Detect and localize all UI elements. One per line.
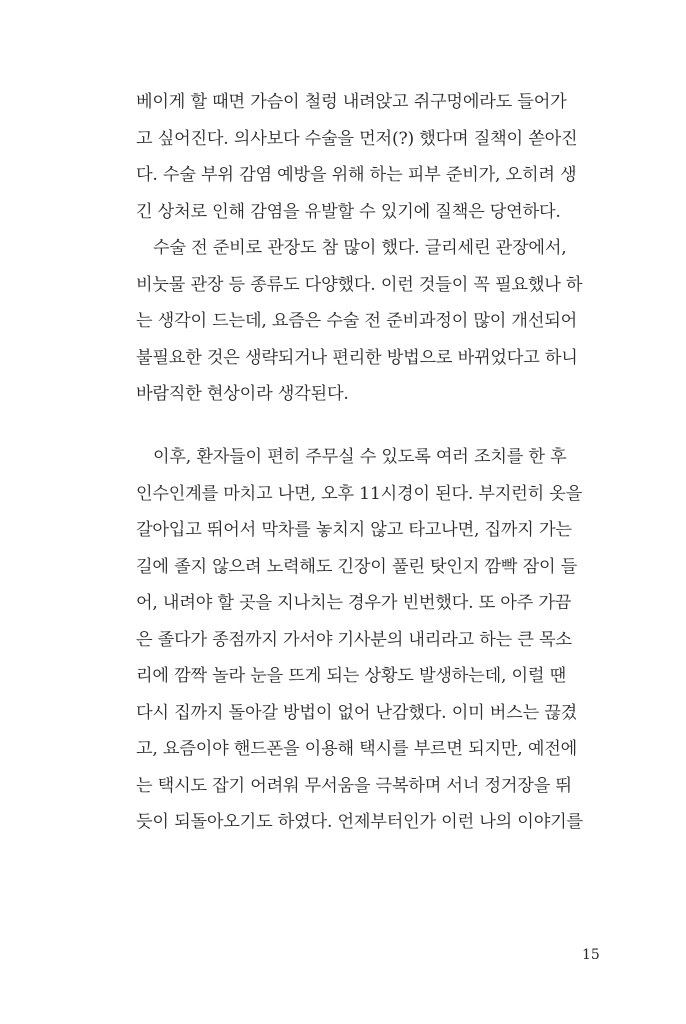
text-line: 는 택시도 잡기 어려워 무서움을 극복하며 서너 정거장을 뛰 [136,775,572,796]
text-line: 베이게 할 때면 가슴이 철렁 내려앉고 쥐구멍에라도 들어가 [136,92,567,112]
paragraph-2 [136,230,583,413]
text-line: 길에 졸지 않으려 노력해도 긴장이 풀린 탓인지 깜빡 잠이 들 [136,556,578,577]
paragraph-3 [136,439,583,841]
text-line: 이후, 환자들이 편히 주무실 수 있도록 여러 조치를 한 후 [153,447,567,467]
text-line: 갈아입고 뛰어서 막차를 놓치지 않고 타고나면, 집까지 가는 [136,520,572,540]
top-text-block [136,84,583,413]
text-line: 바람직한 현상이라 생각된다. [136,384,349,404]
text-line: 불필요한 것은 생략되거나 편리한 방법으로 바뀌었다고 하니 [136,347,578,368]
bottom-text-block [136,439,583,841]
paragraph-1 [136,84,578,230]
text-line: 듯이 되돌아오기도 하였다. 언제부터인가 이런 나의 이야기를 [136,812,583,832]
text-line: 어, 내려야 할 곳을 지나치는 경우가 빈번했다. 또 아주 가끔 [136,593,572,613]
text-line: 는 생각이 드는데, 요즘은 수술 전 준비과정이 많이 개선되어 [136,311,578,331]
text-line: 고 싶어진다. 의사보다 수술을 먼저(?) 했다며 질책이 쏟아진 [136,128,578,149]
text-line: 다. 수술 부위 감염 예방을 위해 하는 피부 준비가, 오히려 생 [136,165,577,185]
page-number: 15 [582,947,600,963]
text-line: 리에 깜짝 놀라 눈을 뜨게 되는 상황도 발생하는데, 이럴 땐 [136,666,566,686]
text-line: 다시 집까지 돌아갈 방법이 없어 난감했다. 이미 버스는 끊겼 [136,702,578,723]
text-line: 수술 전 준비로 관장도 참 많이 했다. 글리세린 관장에서, [153,238,567,258]
text-line: 비눗물 관장 등 종류도 다양했다. 이런 것들이 꼭 필요했나 하 [136,274,583,295]
text-line: 은 졸다가 종점까지 가서야 기사분의 내리라고 하는 큰 목소 [136,629,572,650]
text-line: 인수인계를 마치고 나면, 오후 11시경이 된다. 부지런히 옷을 [136,483,583,504]
text-line: 긴 상처로 인해 감염을 유발할 수 있기에 질책은 당연하다. [136,201,561,222]
text-line: 고, 요즘이야 핸드폰을 이용해 택시를 부르면 되지만, 예전에 [136,739,578,759]
